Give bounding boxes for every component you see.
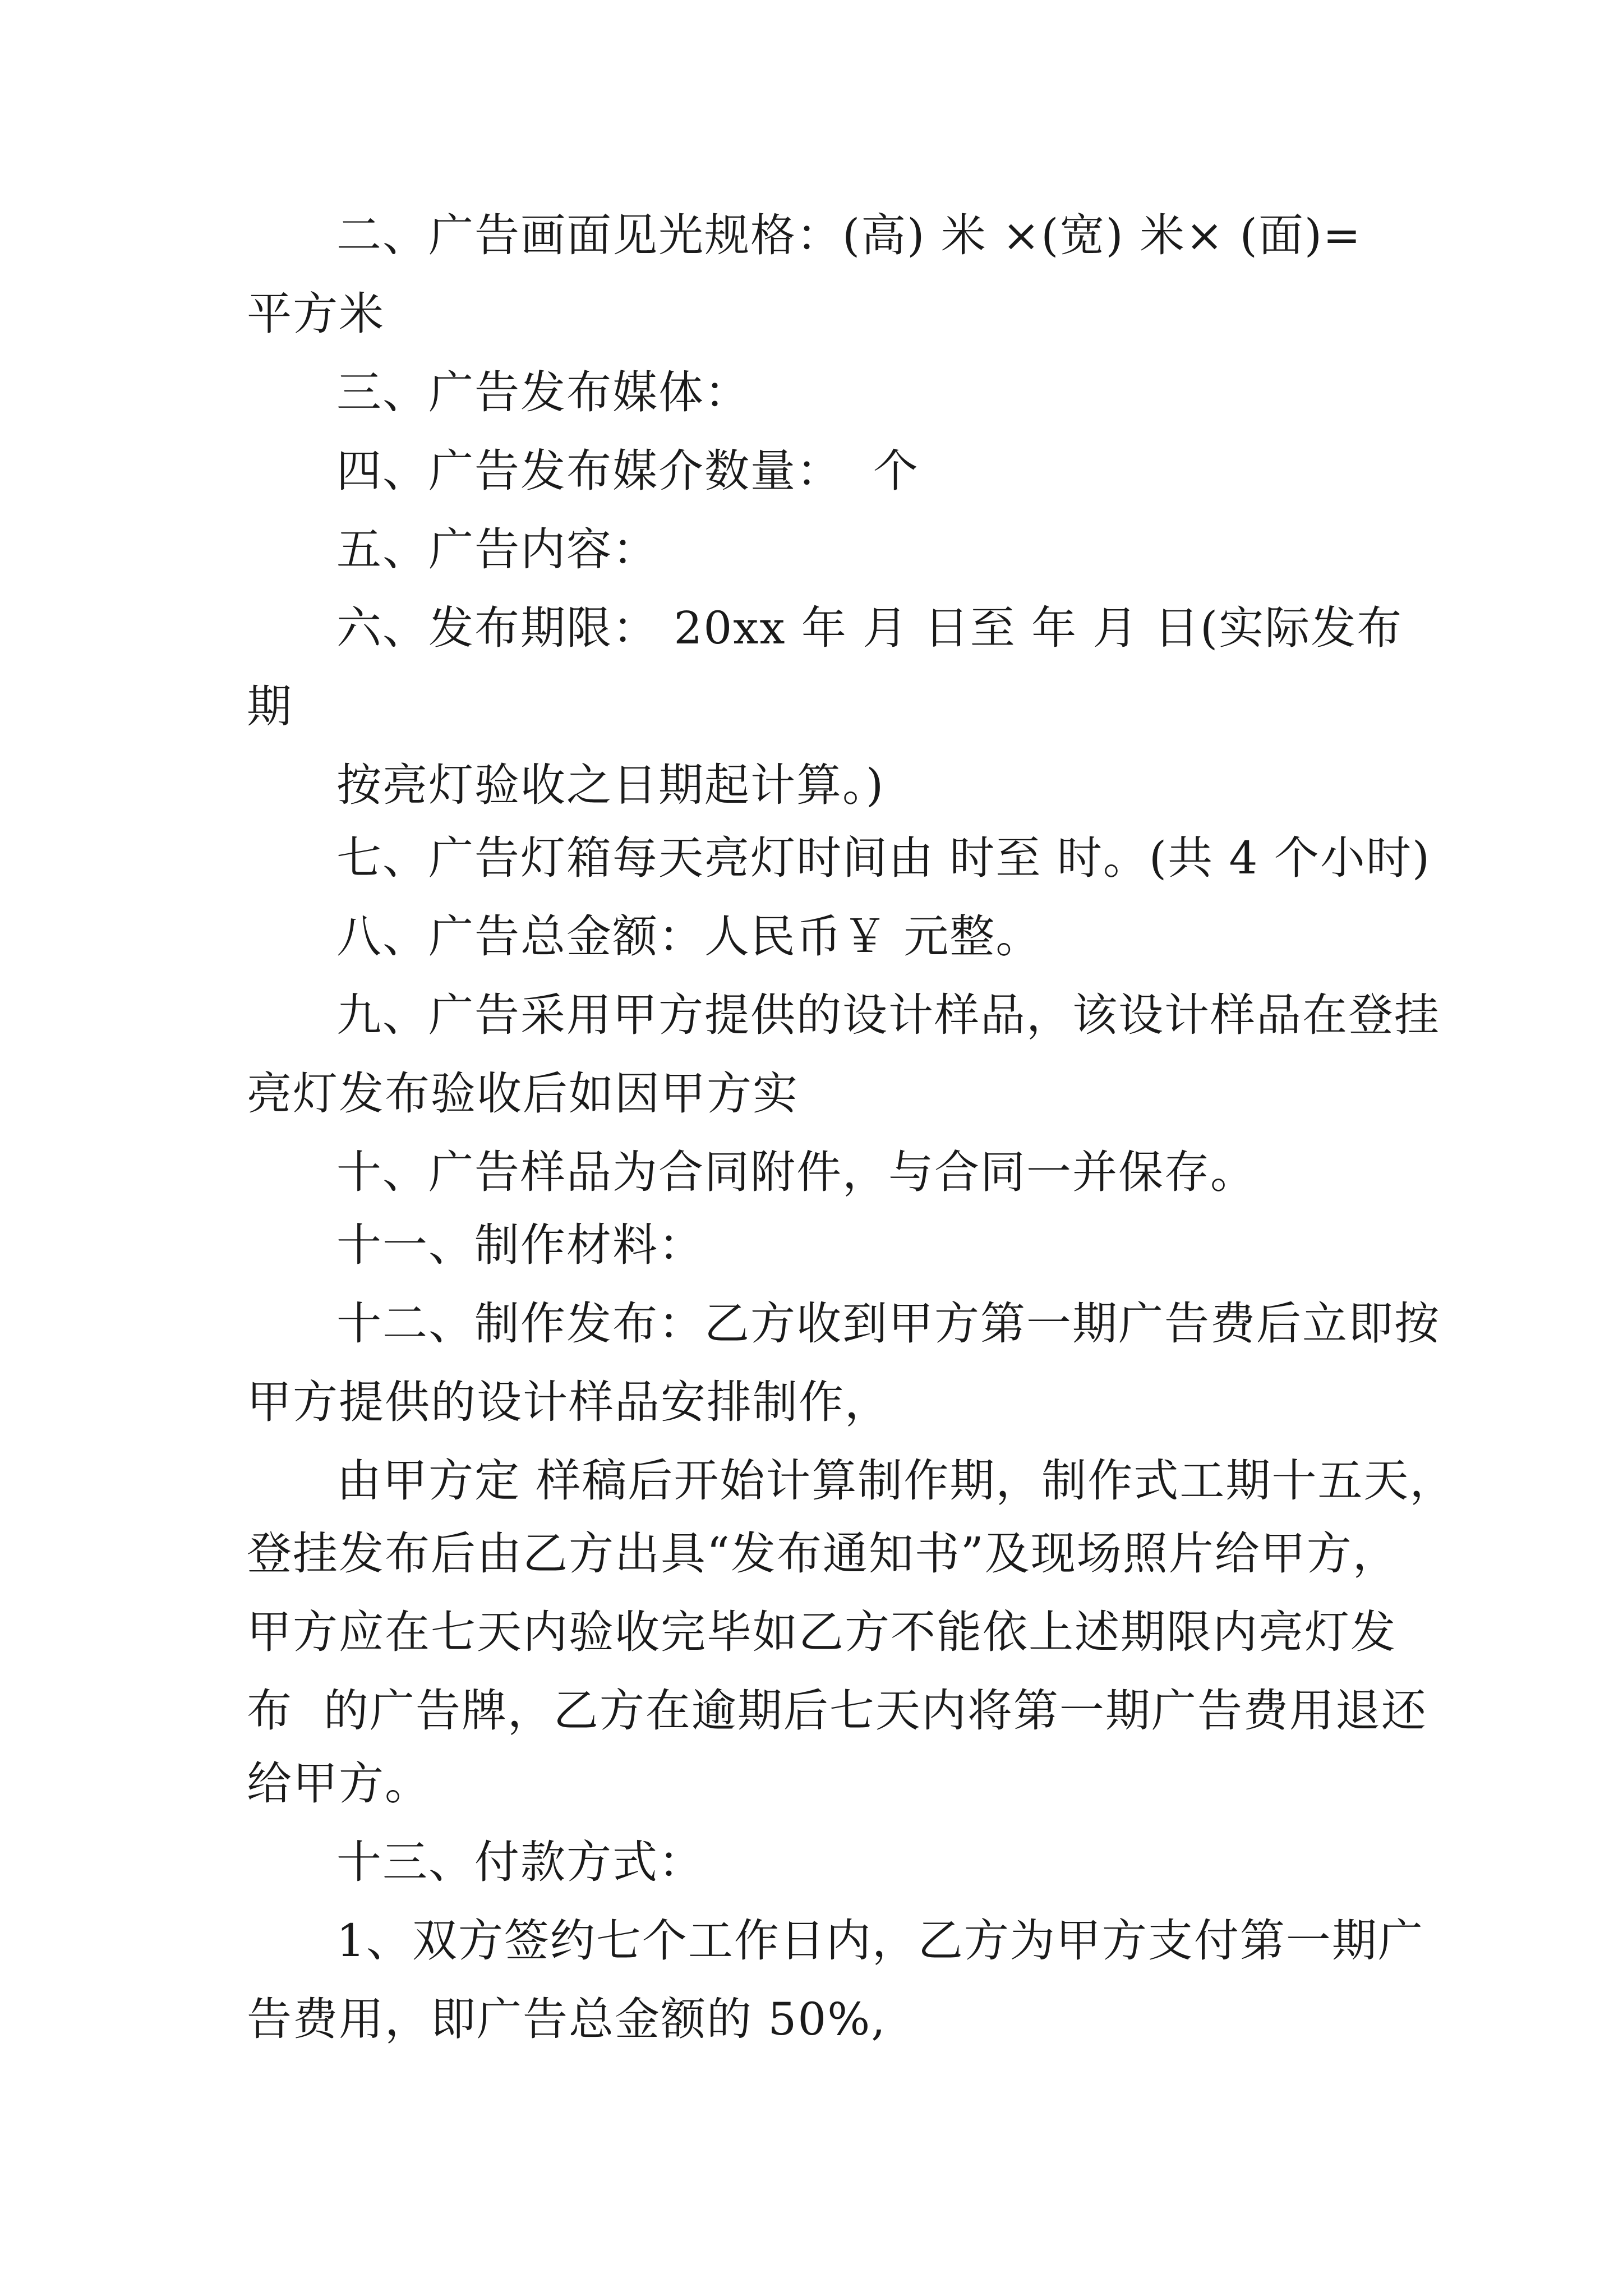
clause-13-item-1-line-2: 告费用，即广告总金额的 50%, [247,1993,887,2045]
clause-12-paragraph-line-4: 布 的广告牌，乙方在逾期后七天内将第一期广告费用退还 [247,1685,1427,1737]
clause-3: 三、广告发布媒体： [336,366,750,418]
clause-12-line-2: 甲方提供的设计样品安排制作， [247,1376,891,1428]
clause-12-paragraph-line-5: 给甲方。 [247,1757,431,1810]
clause-2-line-2: 平方米 [247,288,385,340]
clause-10: 十、广告样品为合同附件，与合同一并保存。 [336,1146,1256,1198]
clause-12-paragraph-line-2: 登挂发布后由乙方出具“发布通知书”及现场照片给甲方， [247,1527,1399,1580]
clause-6-line-1: 六、发布期限： 20xx 年 月 日至 年 月 日(实际发布 [336,602,1403,654]
clause-13-item-1-line-1: 1、双方签约七个工作日内，乙方为甲方支付第一期广 [336,1915,1424,1967]
clause-2-line-1: 二、广告画面见光规格：(高) 米 ×(宽) 米× (面)= [336,209,1362,261]
clause-4: 四、广告发布媒介数量： 个 [336,445,919,497]
clause-8: 八、广告总金额：人民币￥ 元整。 [336,910,1042,963]
clause-7: 七、广告灯箱每天亮灯时间由 时至 时。(共 4 个小时) [336,832,1431,884]
clause-13: 十三、付款方式： [336,1836,704,1888]
clause-12-line-1: 十二、制作发布：乙方收到甲方第一期广告费后立即按 [336,1297,1440,1350]
clause-9-line-2: 亮灯发布验收后如因甲方实 [247,1068,799,1120]
clause-9-line-1: 九、广告采用甲方提供的设计样品，该设计样品在登挂 [336,989,1440,1041]
clause-12-paragraph-line-3: 甲方应在七天内验收完毕如乙方不能依上述期限内亮灯发 [247,1606,1396,1658]
clause-12-paragraph-line-1: 由甲方定 样稿后开始计算制作期，制作式工期十五天， [336,1455,1456,1507]
clause-6-line-2: 期 [247,680,293,733]
clause-11: 十一、制作材料： [336,1219,704,1271]
clause-5: 五、广告内容： [336,523,658,576]
clause-6-line-3: 按亮灯验收之日期起计算。) [336,759,885,811]
